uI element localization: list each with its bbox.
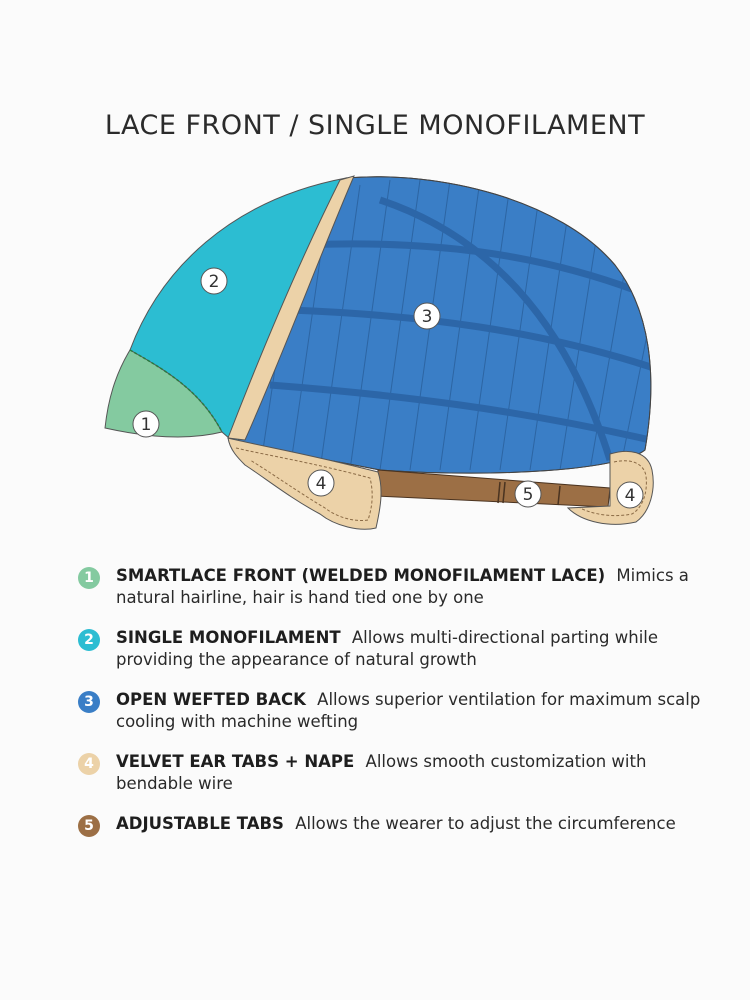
legend-heading: ADJUSTABLE TABS [116,814,284,833]
legend-heading: SINGLE MONOFILAMENT [116,628,341,647]
legend-text [116,689,718,733]
number-badge-4: 4 [78,753,100,775]
legend-item-smartlace-front [78,565,718,609]
svg-text:1: 1 [140,415,152,435]
number-badge-3: 3 [78,691,100,713]
legend-description: Allows superior ventilation for maximum scalp cooling with machine wefting [116,690,701,731]
legend-heading: OPEN WEFTED BACK [116,690,306,709]
legend-description: Allows smooth customization with bendable wire [116,752,647,793]
svg-text:5: 5 [522,485,534,505]
label-marker-1 [133,411,159,437]
svg-text:4: 4 [315,474,327,494]
legend-heading: SMARTLACE FRONT (WELDED MONOFILAMENT LACE) [116,566,606,585]
legend-description: Allows the wearer to adjust the circumference [295,814,676,833]
legend-item-adjustable-tabs [78,813,718,837]
legend-item-velvet-ear-tabs [78,751,718,795]
adjustable-strap [376,470,610,507]
label-marker-2 [201,268,227,294]
svg-text:3: 3 [421,307,433,327]
legend-heading: VELVET EAR TABS + NAPE [116,752,355,771]
label-marker-4-back [617,482,643,508]
wig-cap-diagram [0,150,750,550]
legend-text [116,813,676,835]
number-badge-2: 2 [78,629,100,651]
legend-text [116,627,718,671]
svg-text:2: 2 [208,272,220,292]
svg-text:4: 4 [624,486,636,506]
label-marker-4-front [308,470,334,496]
diagram-title: LACE FRONT / SINGLE MONOFILAMENT [104,110,646,141]
legend-description: Mimics a natural hairline, hair is hand tied one by one [116,566,689,607]
legend-item-single-monofilament [78,627,718,671]
legend-text [116,751,718,795]
legend [78,565,718,855]
legend-text [116,565,718,609]
label-marker-5 [515,481,541,507]
legend-item-open-wefted-back [78,689,718,733]
legend-description: Allows multi-directional parting while providing the appearance of natural growth [116,628,659,669]
number-badge-1: 1 [78,567,100,589]
label-marker-3 [414,303,440,329]
number-badge-5: 5 [78,815,100,837]
